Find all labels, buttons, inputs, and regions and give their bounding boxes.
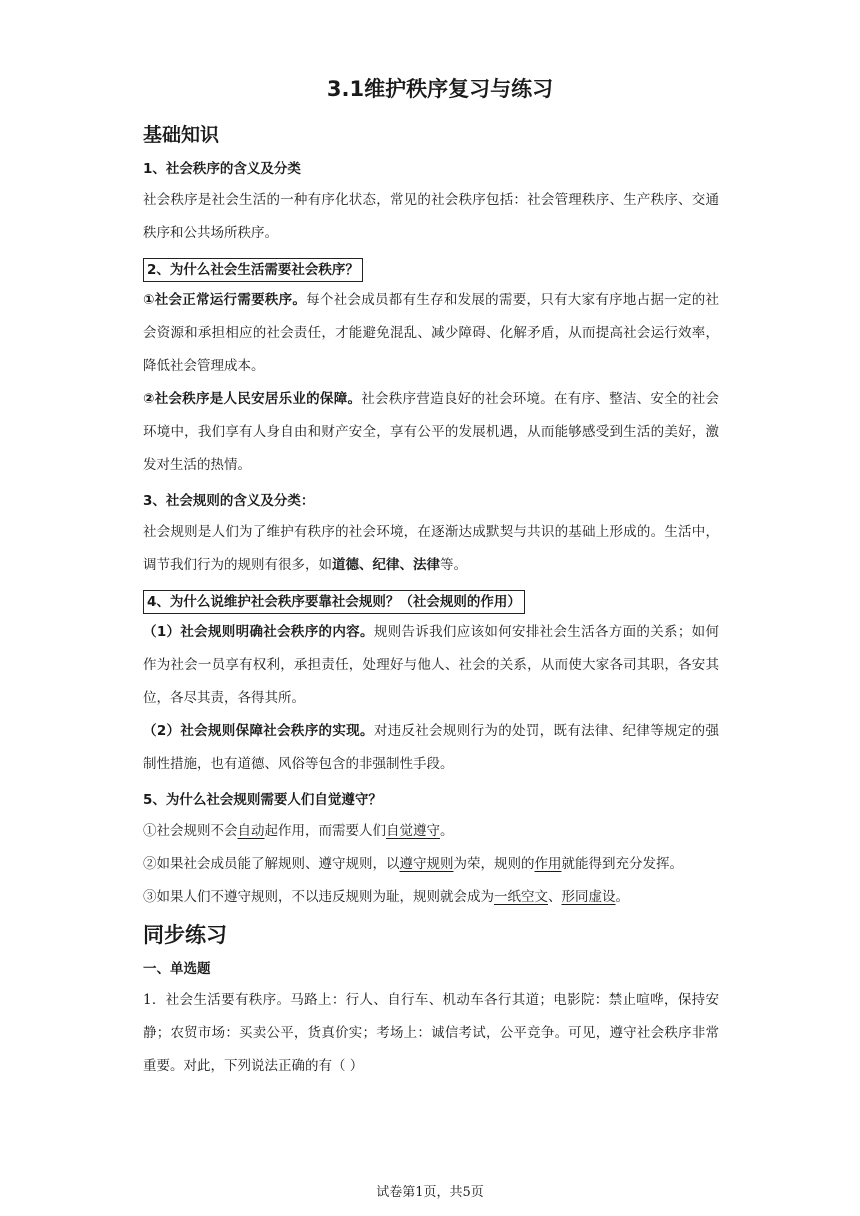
q2-p2-bold: ②社会秩序是人民安居乐业的保障。 — [143, 391, 362, 407]
q4-p2-text: 对违反社会规则行为的处罚，既有法律、纪律等规定的强制性措施，也有道德、风俗等包含的非强制性手段。 — [143, 723, 719, 772]
q5-p1-part: ①社会规则不会 — [143, 823, 238, 839]
q4-p2-bold: （2）社会规则保障社会秩序的实现。 — [143, 723, 374, 739]
q5-p2-part: 为荣，规则的 — [453, 856, 535, 872]
q4-p1-text: 规则告诉我们应该如何安排社会生活各方面的关系；如何作为社会一员享有权利，承担责任，处理好与他人、社会的关系，从而使大家各司其职，各安其位，各尽其责，各得其所。 — [143, 624, 719, 706]
q5-p2-part: ②如果社会成员能了解规则、遵守规则，以 — [143, 856, 400, 872]
q5-paragraph-3 — [143, 881, 719, 914]
q2-paragraph-2 — [143, 383, 719, 482]
q5-paragraph-1 — [143, 815, 719, 848]
document-title: 3.1维护秩序复习与练习 — [326, 77, 554, 101]
section-basic-knowledge-heading: 基础知识 — [143, 124, 220, 146]
q2-p2-text: 社会秩序营造良好的社会环境。在有序、整洁、安全的社会环境中，我们享有人身自由和财产安全，享有公平的发展机遇，从而能够感受到生活的美好，激发对生活的热情。 — [143, 391, 719, 473]
q5-p1-part: 。 — [440, 823, 454, 839]
q2-p1-bold: ①社会正常运行需要秩序。 — [143, 292, 307, 308]
q4-paragraph-2 — [143, 715, 719, 781]
q3-text: 社会规则是人们为了维护有秩序的社会环境，在逐渐达成默契与共识的基础上形成的。生活中，调节我们行为的规则有很多，如 — [143, 524, 719, 573]
q3-paragraph — [143, 516, 719, 582]
q5-paragraph-2 — [143, 848, 719, 881]
q3-text-end: 等。 — [440, 557, 467, 573]
q1-heading: 1、社会秩序的含义及分类 — [143, 161, 301, 177]
q5-heading: 5、为什么社会规则需要人们自觉遵守？ — [143, 792, 382, 808]
q5-p3-part: 。 — [615, 889, 629, 905]
q2-paragraph-1 — [143, 284, 719, 383]
practice-question-1: 1．社会生活要有秩序。马路上：行人、自行车、机动车各行其道；电影院：禁止喧哗，保持安静；农贸市场：买卖公平，货真价实；考场上：诚信考试，公平竞争。可见，遵守社会秩序非常重要。对此，下列说法正确的有（ ） — [143, 992, 719, 1074]
q4-paragraph-1 — [143, 616, 719, 715]
q5-p2-underlined: 作用 — [534, 856, 562, 872]
q5-p2-part: 就能得到充分发挥。 — [561, 856, 683, 872]
q5-p1-underlined: 自动 — [237, 823, 265, 839]
q5-p3-underlined: 一纸空文 — [494, 889, 548, 905]
q1-text: 社会秩序是社会生活的一种有序化状态，常见的社会秩序包括：社会管理秩序、生产秩序、交通秩序和公共场所秩序。 — [143, 192, 719, 241]
q3-heading: 3、社会规则的含义及分类： — [143, 493, 315, 509]
document-content — [143, 72, 719, 1083]
q4-heading-boxed: 4、为什么说维护社会秩序要靠社会规则？（社会规则的作用） — [143, 590, 525, 614]
q5-p2-underlined: 遵守规则 — [399, 856, 454, 872]
section-practice-heading: 同步练习 — [143, 923, 227, 947]
page-footer: 试卷第1页，共5页 — [376, 1185, 484, 1200]
single-choice-heading: 一、单选题 — [143, 961, 211, 977]
q5-p1-part: 起作用，而需要人们 — [264, 823, 386, 839]
q5-p3-part: 、 — [548, 889, 562, 905]
q5-p3-underlined: 形同虚设 — [561, 889, 616, 905]
q5-p1-underlined: 自觉遵守 — [386, 823, 440, 839]
q5-p3-part: ③如果人们不遵守规则，不以违反规则为耻，规则就会成为 — [143, 889, 494, 905]
q2-p1-text: 每个社会成员都有生存和发展的需要，只有大家有序地占据一定的社会资源和承担相应的社会责任，才能避免混乱、减少障碍、化解矛盾，从而提高社会运行效率，降低社会管理成本。 — [143, 292, 719, 374]
q2-heading-boxed: 2、为什么社会生活需要社会秩序？ — [143, 258, 363, 282]
q4-p1-bold: （1）社会规则明确社会秩序的内容。 — [143, 624, 374, 640]
q3-text-bold: 道德、纪律、法律 — [332, 557, 440, 573]
